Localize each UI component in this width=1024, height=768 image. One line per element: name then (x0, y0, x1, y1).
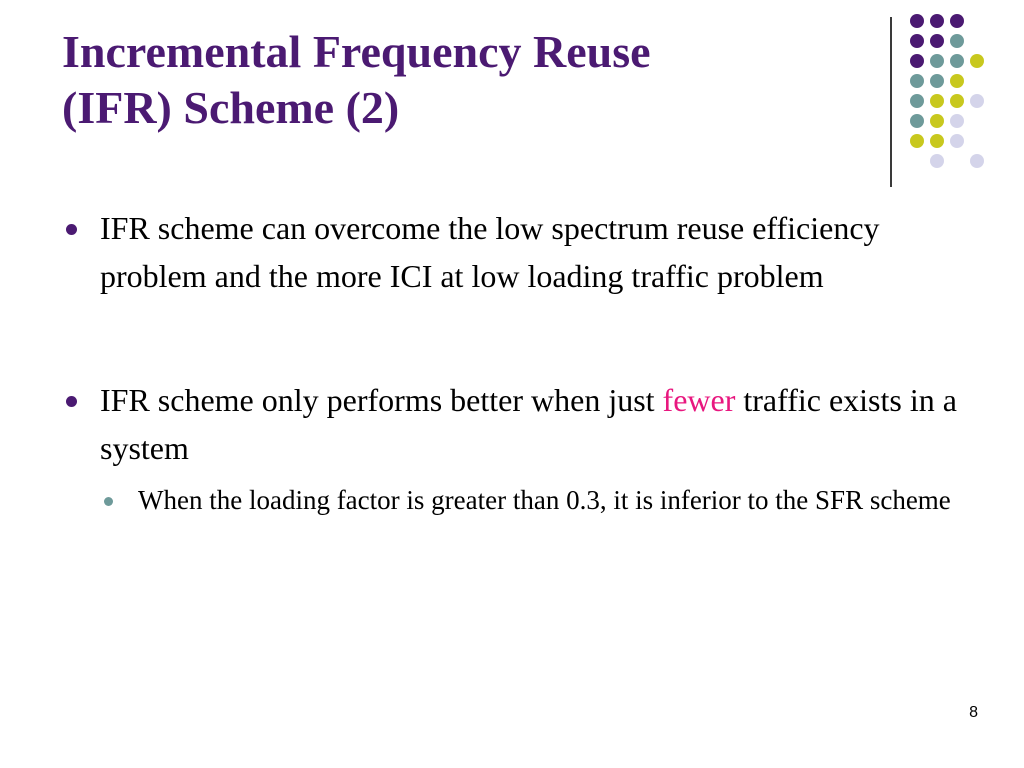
bullet-text-2-before: IFR scheme only performs better when just (100, 382, 663, 418)
decorative-dot-icon (950, 54, 964, 68)
bullet-text-2-after: traffic exists in a system (100, 382, 957, 466)
bullet-text-1: IFR scheme can overcome the low spectrum reuse efficiency problem and the more ICI at low loading traffic problem (100, 210, 880, 294)
bullet-text-2-highlight: fewer (662, 382, 736, 418)
bullet-dot-icon (66, 224, 77, 235)
decorative-dot-icon (930, 154, 944, 168)
bullet-item-1 (62, 204, 982, 300)
bullet-item-2 (62, 376, 982, 520)
decorative-dot-grid (910, 14, 1010, 164)
decorative-dot-icon (930, 14, 944, 28)
decorative-dot-icon (970, 54, 984, 68)
slide-title-line-2: (IFR) Scheme (2) (62, 82, 400, 133)
decorative-dot-icon (930, 134, 944, 148)
decorative-dot-icon (930, 94, 944, 108)
page-number: 8 (969, 704, 978, 721)
decorative-dot-icon (970, 94, 984, 108)
decorative-dot-icon (910, 114, 924, 128)
sub-bullet-text-1: When the loading factor is greater than 0.3, it is inferior to the SFR scheme (138, 485, 951, 515)
slide-title (62, 24, 852, 136)
decorative-dot-icon (910, 74, 924, 88)
decorative-dot-icon (950, 34, 964, 48)
decorative-dot-icon (910, 14, 924, 28)
decorative-dot-icon (950, 94, 964, 108)
decorative-dot-icon (950, 14, 964, 28)
decorative-dot-icon (970, 154, 984, 168)
decorative-dot-icon (930, 114, 944, 128)
sub-bullet-list (100, 480, 982, 520)
bullet-list (62, 204, 982, 520)
sub-bullet-dot-icon (104, 497, 113, 506)
title-divider (890, 17, 892, 187)
sub-bullet-item-1 (100, 480, 982, 520)
decorative-dot-icon (950, 74, 964, 88)
bullet-dot-icon (66, 396, 77, 407)
decorative-dot-icon (930, 54, 944, 68)
slide-title-line-1: Incremental Frequency Reuse (62, 26, 651, 77)
decorative-dot-icon (910, 94, 924, 108)
decorative-dot-icon (930, 34, 944, 48)
decorative-dot-icon (910, 34, 924, 48)
decorative-dot-icon (950, 134, 964, 148)
decorative-dot-icon (930, 74, 944, 88)
decorative-dot-icon (910, 134, 924, 148)
decorative-dot-icon (910, 54, 924, 68)
decorative-dot-icon (950, 114, 964, 128)
